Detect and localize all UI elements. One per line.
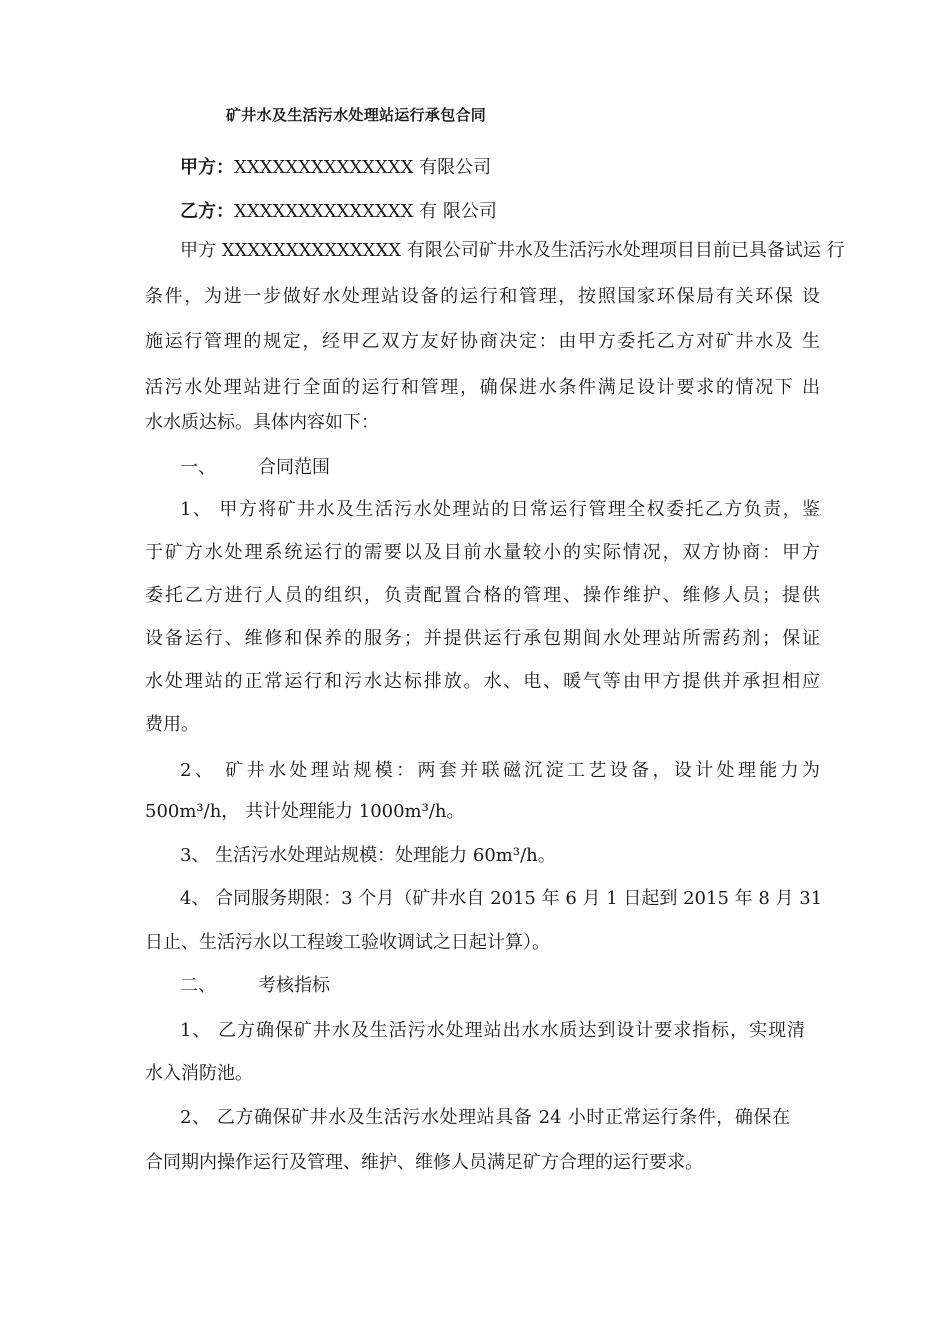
- section-1-item-4-line: 日止、生活污水以工程竣工验收调试之日起计算）。: [145, 932, 550, 953]
- section-2-item-2-line: 合同期内操作运行及管理、维护、维修人员满足矿方合理的运行要求。: [145, 1152, 703, 1173]
- section-1-item-3: 3、 生活污水处理站规模：处理能力 60m³/h。: [180, 845, 556, 866]
- party-a-line: [180, 153, 491, 179]
- section-2-number: 二、: [180, 975, 216, 996]
- section-1-item-1-line: 设备运行、维修和保养的服务；并提供运行承包期间水处理站所需药剂；保证: [145, 628, 820, 649]
- party-a-value: XXXXXXXXXXXXXX 有限公司: [234, 157, 492, 178]
- section-1-number: 一、: [180, 457, 216, 478]
- section-1-item-2-line: 500m³/h， 共计处理能力 1000m³/h。: [145, 801, 465, 822]
- party-b-label: 乙方：: [180, 201, 234, 222]
- party-b-value: XXXXXXXXXXXXXX 有 限公司: [234, 201, 497, 222]
- section-1-title: 合同范围: [258, 457, 330, 478]
- section-2-item-1-line: 1、 乙方确保矿井水及生活污水处理站出水水质达到设计要求指标，实现清: [180, 1020, 805, 1041]
- intro-line: 甲方 XXXXXXXXXXXXXX 有限公司矿井水及生活污水处理项目目前已具备试运 行: [180, 240, 845, 261]
- section-1-item-1-line: 1、 甲方将矿井水及生活污水处理站的日常运行管理全权委托乙方负责，鉴: [180, 499, 820, 520]
- intro-line: 活污水处理站进行全面的运行和管理，确保进水条件满足设计要求的情况下 出: [145, 377, 820, 398]
- party-b-line: [180, 197, 497, 223]
- section-1-item-1-line: 于矿方水处理系统运行的需要以及目前水量较小的实际情况，双方协商：甲方: [145, 542, 820, 563]
- section-2-item-1-line: 水入消防池。: [145, 1063, 253, 1084]
- section-1-item-1-line: 费用。: [145, 714, 199, 735]
- section-1-item-1-line: 委托乙方进行人员的组织，负责配置合格的管理、操作维护、维修人员；提供: [145, 585, 820, 606]
- section-1-item-2-line: 2、 矿井水处理站规模：两套并联磁沉淀工艺设备，设计处理能力为: [180, 760, 820, 781]
- section-1-item-4-line: 4、 合同服务期限：3 个月（矿井水自 2015 年 6 月 1 日起到 2015 年 8 月 31: [180, 888, 823, 909]
- party-a-label: 甲方：: [180, 157, 234, 178]
- section-2-heading: [180, 974, 330, 998]
- section-2-title: 考核指标: [258, 975, 330, 996]
- document-title: 矿井水及生活污水处理站运行承包合同: [226, 106, 487, 124]
- section-1-item-1-line: 水处理站的正常运行和污水达标排放。水、电、暖气等由甲方提供并承担相应: [145, 671, 820, 692]
- section-2-item-2-line: 2、 乙方确保矿井水及生活污水处理站具备 24 小时正常运行条件，确保在: [180, 1107, 790, 1128]
- intro-line: 水水质达标。具体内容如下：: [145, 412, 379, 433]
- intro-line: 条件，为进一步做好水处理站设备的运行和管理，按照国家环保局有关环保 设: [145, 286, 820, 307]
- section-1-heading: [180, 456, 330, 480]
- intro-line: 施运行管理的规定，经甲乙双方友好协商决定：由甲方委托乙方对矿井水及 生: [145, 331, 820, 352]
